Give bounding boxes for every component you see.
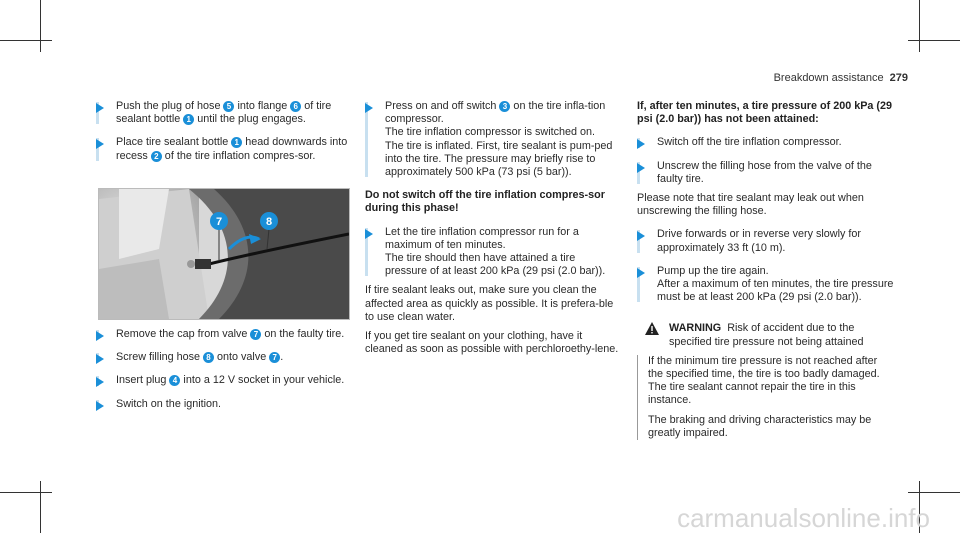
result-text: The tire should then have attained a tire pressure of at least 200 kPa (29 psi (2.0 bar)). [385,252,606,278]
paragraph: If tire sealant leaks out, make sure you clean the affected area as quickly as possible. It is prefera-ble to use clean water. [365,284,614,323]
paragraph: If you get tire sealant on your clothing, have it cleaned as soon as possible with perchloroethy-lene. [365,330,619,356]
arrow-icon [637,163,645,173]
result-text: The tire is inflated. First, tire sealant is pum-ped into the tire. The pressure may briefly rise to approximately 500 kPa (73 psi (5 bar)). [385,139,613,179]
step-pump-up: Pump up the tire again. After a maximum of ten minutes, the tire pressure must be at least 200 kPa (29 psi (2.0 bar)). [637,265,895,305]
callout-number: 8 [203,352,214,363]
crop-mark [908,40,960,41]
step-run-compressor: Let the tire inflation compressor run for a maximum of ten minutes. The tire should then have attained a tire pressure of at least 200 kPa (29 psi (2.0 bar)). [365,226,620,279]
column-2 [365,100,620,356]
warning-text: Risk of accident due to the specified tire pressure not being attained [669,322,864,348]
crop-mark [908,492,960,493]
arrow-icon [96,103,104,113]
column-3 [637,100,895,440]
crop-mark [0,492,52,493]
step-drive: Drive forwards or in reverse very slowly for approximately 33 ft (10 m). [637,228,895,254]
section-heading: If, after ten minutes, a tire pressure of 200 kPa (29 psi (2.0 bar)) has not been attained: [637,100,893,126]
watermark: carmanualsonline.info [677,502,930,533]
callout-number: 4 [169,375,180,386]
callout-number: 1 [231,137,242,148]
arrow-icon [365,229,373,239]
step-ignition: Switch on the ignition. [96,398,351,411]
caution-heading: Do not switch off the tire inflation compres-sor during this phase! [365,189,605,215]
arrow-icon [637,231,645,241]
arrow-icon [637,139,645,149]
arrow-icon [96,377,104,387]
callout-number: 6 [290,101,301,112]
step-switch-off: Switch off the tire inflation compressor. [637,136,895,149]
warning-body: If the minimum tire pressure is not reached after the specified time, the tire is too badly damaged. The tire sealant cannot repair the tire in this instance. The braking and driving characteristics may be greatly impaired. [637,355,895,440]
section-title: Breakdown assistance [773,72,884,84]
column-1-lower [96,328,351,411]
crop-mark [919,0,920,52]
callout-8: 8 [265,216,273,228]
callout-number: 7 [269,352,280,363]
arrow-icon [96,354,104,364]
page-number: 279 [889,72,908,84]
crop-mark [0,40,52,41]
arrow-icon [96,401,104,411]
result-text: After a maximum of ten minutes, the tire pressure must be at least 200 kPa (29 psi (2.0 bar)). [657,278,894,304]
callout-number: 2 [151,151,162,162]
step-press-switch: Press on and off switch 3 on the tire infla-tion compressor. The tire inflation compressor is switched on. The tire is inflated. First, tire sealant is pum-ped into the tire. The pressure may briefly rise to approximately 500 kPa (73 psi (5 bar)). [365,100,620,179]
step-push-plug: Push the plug of hose 5 into flange 6 of tire sealant bottle 1 until the plug engages. [96,100,351,126]
step-insert-plug: Insert plug 4 into a 12 V socket in your vehicle. [96,374,351,387]
crop-mark [40,481,41,533]
step-unscrew-hose: Unscrew the filling hose from the valve of the faulty tire. [637,160,895,186]
result-text: The tire inflation compressor is switched on. [385,126,596,139]
callout-number: 1 [183,114,194,125]
step-place-bottle: Place tire sealant bottle 1 head downwards into recess 2 of the tire inflation compres-sor. [96,136,351,162]
step-screw-hose: Screw filling hose 8 onto valve 7 . [96,351,351,364]
callout-number: 3 [499,101,510,112]
crop-mark [40,0,41,52]
arrow-icon [637,268,645,278]
warning-block [637,322,895,348]
column-1 [96,100,351,163]
note-text: Please note that tire sealant may leak out when unscrewing the filling hose. [637,192,864,218]
callout-7: 7 [215,216,223,228]
callout-number: 5 [223,101,234,112]
warning-icon [645,322,659,335]
step-remove-cap: Remove the cap from valve 7 on the faulty tire. [96,328,351,341]
arrow-icon [365,103,373,113]
page-header [774,72,908,85]
arrow-icon [96,331,104,341]
callout-number: 7 [250,329,261,340]
warning-title: WARNING [669,322,722,335]
arrow-icon [96,139,104,149]
tire-valve-photo [98,188,350,320]
